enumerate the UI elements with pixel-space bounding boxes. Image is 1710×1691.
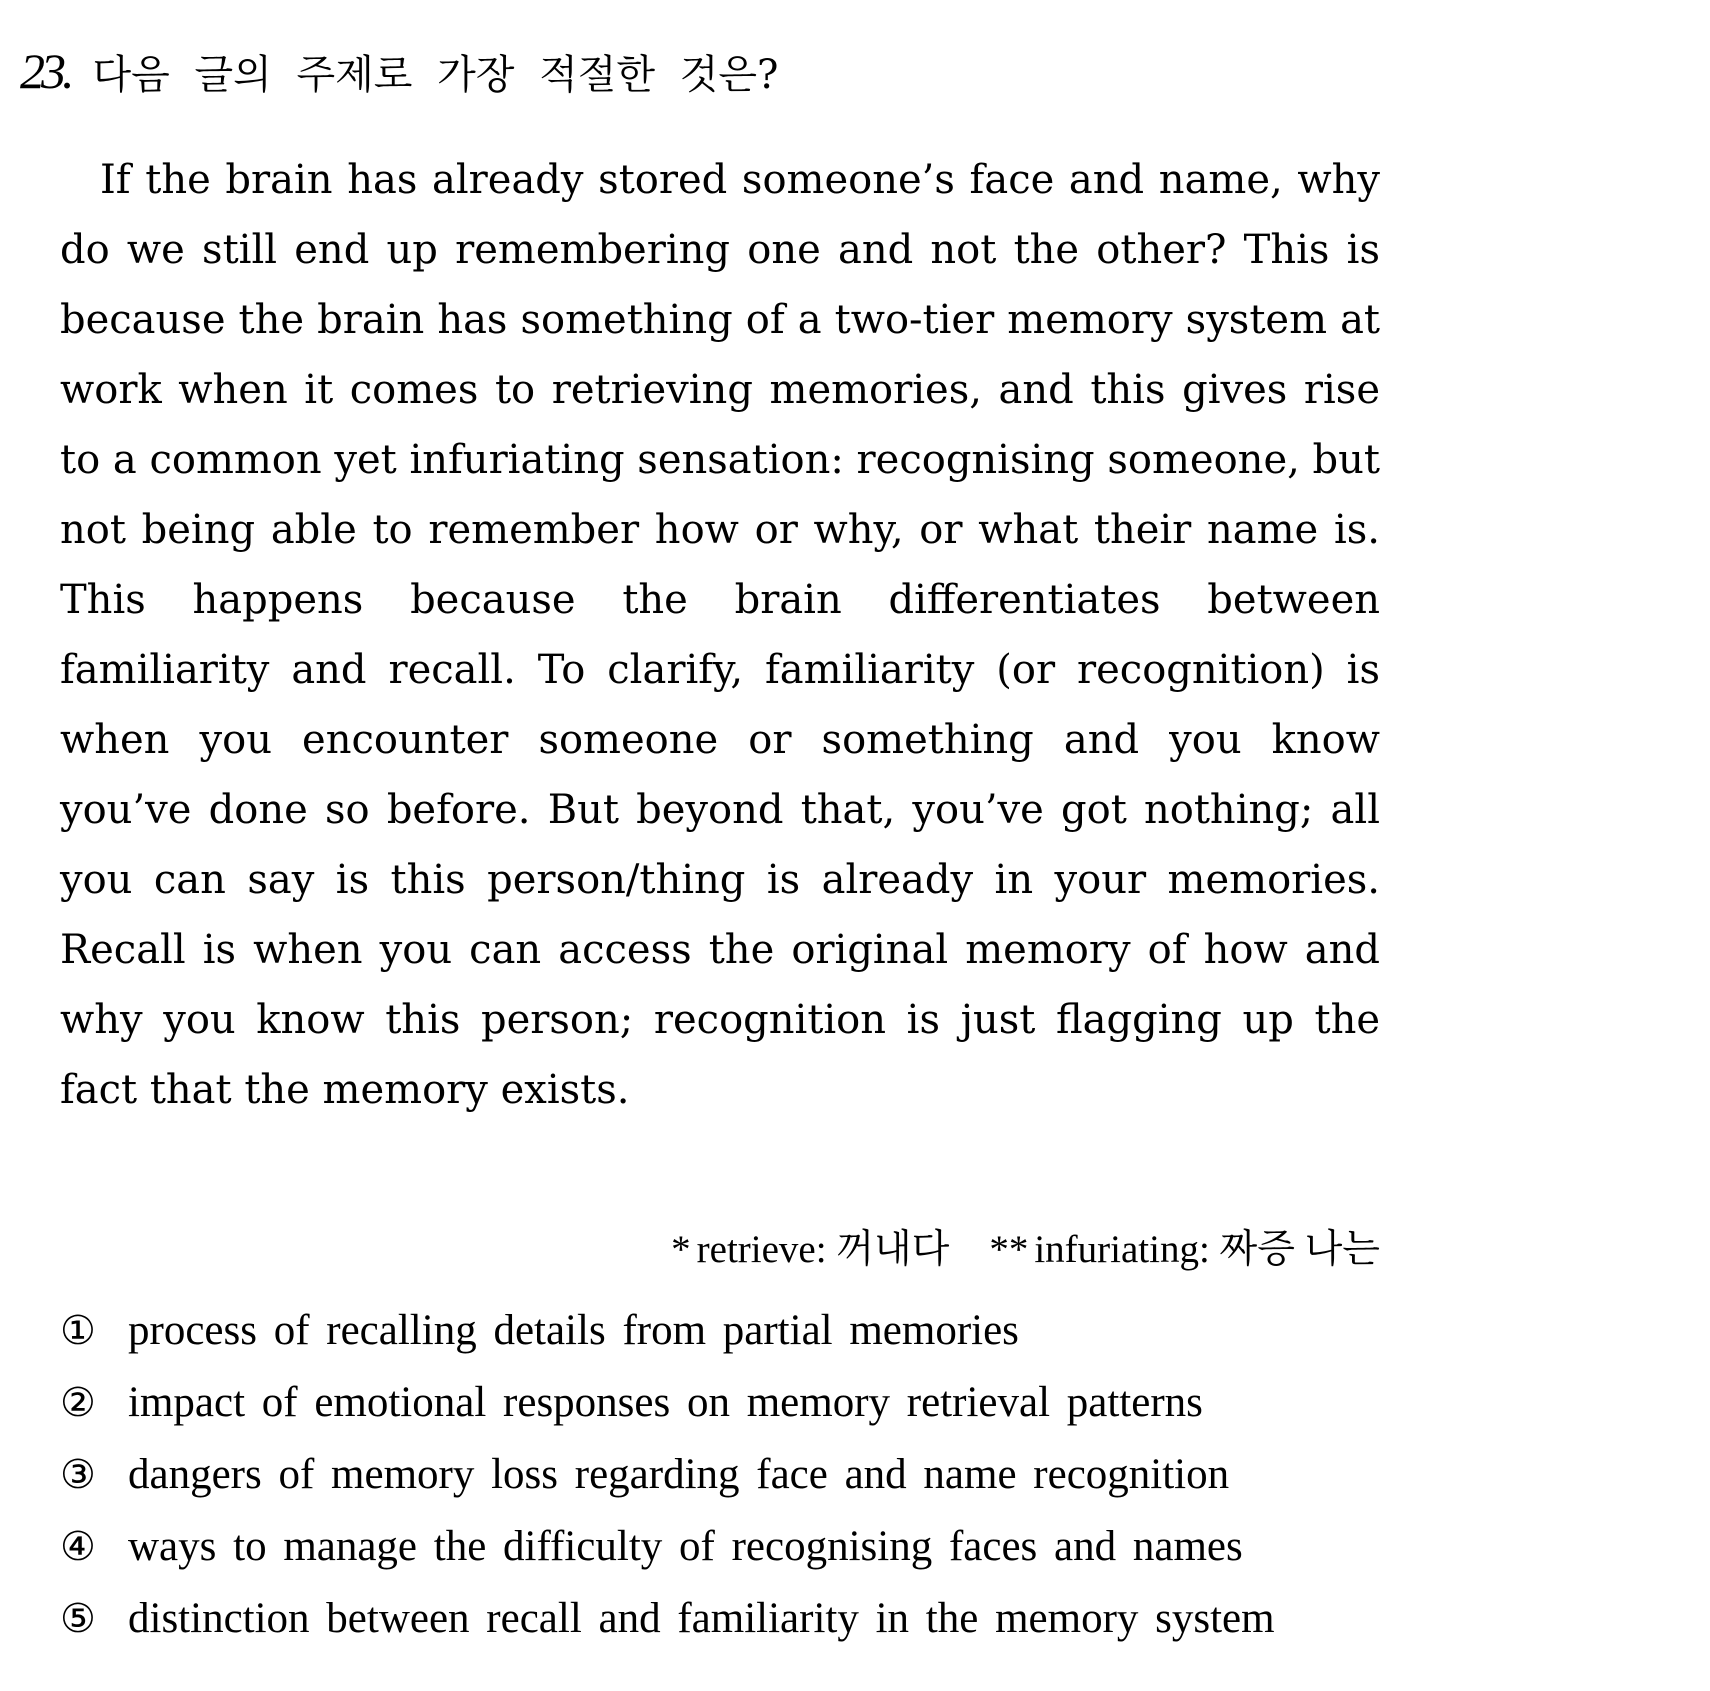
footnote-infuriating: infuriating: 짜증 나는 [1034,1228,1380,1271]
option-text: dangers of memory loss regarding face and name recognition [128,1451,1230,1498]
footnote-marker: * [671,1228,691,1271]
footnote-marker: ** [989,1228,1029,1271]
answer-option-4[interactable] [60,1522,1400,1594]
option-text: process of recalling details from partial memories [128,1307,1019,1354]
question-prompt: 다음 글의 주제로 가장 적절한 것은? [92,52,779,98]
option-marker: ① [60,1308,96,1354]
answer-option-3[interactable] [60,1450,1400,1522]
option-marker: ⑤ [60,1596,96,1642]
passage-text: If the brain has already stored someone’s face and name, why do we still end up remembering one and not the other? This is because the brain has something of a two-tier memory system at work when it comes to retrieving memories, and this gives rise to a common yet infuriating sensation: recognising someone, but not being able to remember how or why, or what their name is. This happens because the brain differentiates between familiarity and recall. To clarify, familiarity (or recognition) is when you encounter someone or something and you know you’ve done so before. But beyond that, you’ve got nothing; all you can say is this person/thing is already in your memories. Recall is when you can access the original memory of how and why you know this person; recognition is just flagging up the fact that the memory exists. [60,157,1380,1113]
option-text: impact of emotional responses on memory retrieval patterns [128,1379,1203,1426]
answer-option-5[interactable] [60,1594,1400,1666]
answer-options [60,1306,1400,1666]
answer-option-1[interactable] [60,1306,1400,1378]
option-marker: ③ [60,1452,96,1498]
question-header [20,42,1320,112]
footnotes [60,1218,1380,1274]
answer-option-2[interactable] [60,1378,1400,1450]
option-marker: ④ [60,1524,96,1570]
question-number: 23. [20,43,71,99]
option-marker: ② [60,1380,96,1426]
option-text: ways to manage the difficulty of recognising faces and names [128,1523,1243,1570]
option-text: distinction between recall and familiarity in the memory system [128,1595,1275,1642]
footnote-retrieve: retrieve: 꺼내다 [696,1228,950,1271]
